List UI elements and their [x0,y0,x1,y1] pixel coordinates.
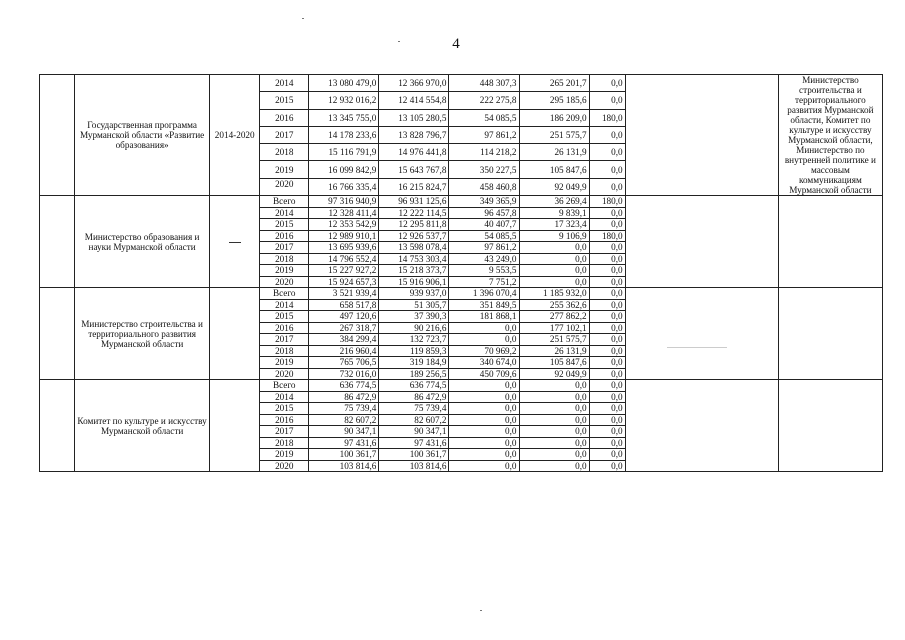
value-cell: 13 345 755,0 [309,109,379,126]
value-cell: 0,0 [519,265,589,277]
year-cell: 2015 [260,92,309,109]
value-cell: 90 347,1 [309,426,379,438]
value-cell: 13 598 078,4 [379,242,449,254]
value-cell: 86 472,9 [309,391,379,403]
value-cell: 0,0 [589,144,625,161]
value-cell: 0,0 [589,207,625,219]
value-cell: 0,0 [589,126,625,143]
value-cell: 0,0 [449,334,519,346]
year-cell: 2017 [260,334,309,346]
value-cell: 0,0 [589,92,625,109]
period-dash [229,242,241,243]
value-cell: 0,0 [589,414,625,426]
value-cell: 0,0 [449,380,519,392]
value-cell: 103 814,6 [379,460,449,472]
year-cell: 2014 [260,391,309,403]
value-cell: 12 989 910,1 [309,230,379,242]
value-cell: 16 099 842,9 [309,161,379,178]
value-cell: 0,0 [519,426,589,438]
value-cell: 384 299,4 [309,334,379,346]
value-cell: 0,0 [589,161,625,178]
executor-cell [778,380,882,472]
value-cell: 86 472,9 [379,391,449,403]
value-cell: 251 575,7 [519,126,589,143]
value-cell: 97 316 940,9 [309,196,379,208]
value-cell: 0,0 [449,437,519,449]
value-cell: 37 390,3 [379,311,449,323]
value-cell: 0,0 [519,449,589,461]
program-name-cell: Государственная программа Мурманской области «Развитие образования» [75,75,210,196]
year-cell: 2014 [260,207,309,219]
value-cell: 12 353 542,9 [309,219,379,231]
value-cell: 96 931 125,6 [379,196,449,208]
value-cell: 0,0 [519,414,589,426]
value-cell: 458 460,8 [449,178,519,195]
spacer-cell [625,380,778,472]
year-cell: 2014 [260,299,309,311]
value-cell: 12 414 554,8 [379,92,449,109]
value-cell: 15 218 373,7 [379,265,449,277]
value-cell: 16 766 335,4 [309,178,379,195]
year-cell: 2018 [260,253,309,265]
value-cell: 14 976 441,8 [379,144,449,161]
year-cell: 2019 [260,265,309,277]
value-cell: 0,0 [449,460,519,472]
value-cell: 0,0 [589,391,625,403]
value-cell: 732 016,0 [309,368,379,380]
value-cell: 54 085,5 [449,109,519,126]
value-cell: 0,0 [449,414,519,426]
value-cell: 216 960,4 [309,345,379,357]
value-cell: 15 116 791,9 [309,144,379,161]
value-cell: 0,0 [519,242,589,254]
value-cell: 0,0 [519,391,589,403]
value-cell: 0,0 [589,265,625,277]
budget-table [39,74,883,472]
year-cell: 2020 [260,276,309,288]
value-cell: 15 924 657,3 [309,276,379,288]
value-cell: 132 723,7 [379,334,449,346]
value-cell: 51 305,7 [379,299,449,311]
year-cell: 2016 [260,322,309,334]
value-cell: 26 131,9 [519,345,589,357]
period-cell [210,288,260,380]
spacer-cell [625,196,778,288]
value-cell: 92 049,9 [519,178,589,195]
value-cell: 636 774,5 [309,380,379,392]
year-cell: Всего [260,288,309,300]
value-cell: 100 361,7 [379,449,449,461]
value-cell: 12 932 016,2 [309,92,379,109]
row-number-cell [40,75,75,196]
value-cell: 13 828 796,7 [379,126,449,143]
value-cell: 9 553,5 [449,265,519,277]
scan-speck [480,610,482,611]
value-cell: 450 709,6 [449,368,519,380]
value-cell: 75 739,4 [309,403,379,415]
value-cell: 0,0 [519,380,589,392]
value-cell: 17 323,4 [519,219,589,231]
value-cell: 119 859,3 [379,345,449,357]
value-cell: 189 256,5 [379,368,449,380]
value-cell: 96 457,8 [449,207,519,219]
value-cell: 0,0 [589,460,625,472]
value-cell: 97 431,6 [379,437,449,449]
value-cell: 0,0 [589,345,625,357]
value-cell: 12 366 970,0 [379,75,449,92]
row-number-cell [40,288,75,380]
period-cell [210,196,260,288]
value-cell: 0,0 [519,437,589,449]
value-cell: 349 365,9 [449,196,519,208]
value-cell: 0,0 [449,403,519,415]
value-cell: 0,0 [589,403,625,415]
value-cell: 82 607,2 [309,414,379,426]
year-cell: 2018 [260,437,309,449]
page-number: 4 [452,36,460,52]
value-cell: 70 969,2 [449,345,519,357]
value-cell: 0,0 [589,299,625,311]
value-cell: 12 222 114,5 [379,207,449,219]
scan-speck [398,41,400,42]
program-name-cell: Министерство образования и науки Мурманской области [75,196,210,288]
year-cell: 2019 [260,449,309,461]
program-name-cell: Министерство строительства и территориального развития Мурманской области [75,288,210,380]
value-cell: 114 218,2 [449,144,519,161]
value-cell: 0,0 [449,449,519,461]
value-cell: 0,0 [589,75,625,92]
value-cell: 1 185 932,0 [519,288,589,300]
value-cell: 15 916 906,1 [379,276,449,288]
value-cell: 0,0 [449,391,519,403]
value-cell: 636 774,5 [379,380,449,392]
value-cell: 0,0 [519,276,589,288]
year-cell: 2018 [260,345,309,357]
table-row [40,75,883,92]
year-cell: 2018 [260,144,309,161]
value-cell: 40 407,7 [449,219,519,231]
year-cell: 2017 [260,126,309,143]
value-cell: 277 862,2 [519,311,589,323]
value-cell: 222 275,8 [449,92,519,109]
value-cell: 0,0 [589,426,625,438]
value-cell: 54 085,5 [449,230,519,242]
value-cell: 0,0 [589,380,625,392]
value-cell: 351 849,5 [449,299,519,311]
value-cell: 12 295 811,8 [379,219,449,231]
value-cell: 0,0 [519,460,589,472]
value-cell: 92 049,9 [519,368,589,380]
period-cell: 2014-2020 [210,75,260,196]
year-cell: Всего [260,380,309,392]
value-cell: 0,0 [589,334,625,346]
scan-speck [667,347,727,348]
value-cell: 12 926 537,7 [379,230,449,242]
scan-speck [302,18,304,19]
value-cell: 0,0 [589,368,625,380]
value-cell: 180,0 [589,109,625,126]
value-cell: 0,0 [589,322,625,334]
year-cell: Всего [260,196,309,208]
value-cell: 0,0 [589,311,625,323]
value-cell: 295 185,6 [519,92,589,109]
table-row [40,380,883,392]
value-cell: 90 216,6 [379,322,449,334]
value-cell: 90 347,1 [379,426,449,438]
year-cell: 2017 [260,242,309,254]
value-cell: 13 105 280,5 [379,109,449,126]
value-cell: 13 080 479,0 [309,75,379,92]
value-cell: 497 120,6 [309,311,379,323]
value-cell: 448 307,3 [449,75,519,92]
value-cell: 0,0 [589,253,625,265]
value-cell: 0,0 [519,253,589,265]
value-cell: 186 209,0 [519,109,589,126]
period-cell [210,380,260,472]
value-cell: 9 839,1 [519,207,589,219]
value-cell: 0,0 [449,322,519,334]
value-cell: 97 861,2 [449,126,519,143]
value-cell: 350 227,5 [449,161,519,178]
value-cell: 0,0 [449,426,519,438]
year-cell: 2016 [260,109,309,126]
program-name-cell: Комитет по культуре и искусству Мурманской области [75,380,210,472]
value-cell: 0,0 [589,178,625,195]
year-cell: 2017 [260,426,309,438]
value-cell: 0,0 [589,219,625,231]
value-cell: 97 431,6 [309,437,379,449]
year-cell: 2020 [260,368,309,380]
value-cell: 177 102,1 [519,322,589,334]
row-number-cell [40,380,75,472]
executor-cell [778,288,882,380]
value-cell: 0,0 [589,357,625,369]
value-cell: 15 227 927,2 [309,265,379,277]
year-cell: 2016 [260,230,309,242]
spacer-cell [625,75,778,196]
value-cell: 251 575,7 [519,334,589,346]
value-cell: 97 861,2 [449,242,519,254]
value-cell: 340 674,0 [449,357,519,369]
value-cell: 0,0 [589,288,625,300]
value-cell: 181 868,1 [449,311,519,323]
value-cell: 100 361,7 [309,449,379,461]
value-cell: 36 269,4 [519,196,589,208]
value-cell: 765 706,5 [309,357,379,369]
year-cell: 2015 [260,311,309,323]
value-cell: 105 847,6 [519,357,589,369]
value-cell: 1 396 070,4 [449,288,519,300]
value-cell: 75 739,4 [379,403,449,415]
value-cell: 7 751,2 [449,276,519,288]
year-cell: 2016 [260,414,309,426]
value-cell: 265 201,7 [519,75,589,92]
value-cell: 939 937,0 [379,288,449,300]
value-cell: 0,0 [519,403,589,415]
value-cell: 0,0 [589,242,625,254]
executor-cell: Министерство строительства и территориального развития Мурманской области, Комитет по культуре и искусству Мурманской области, Министерство по внутренней политике и массовым коммуникациям Мурманской области [778,75,882,196]
value-cell: 12 328 411,4 [309,207,379,219]
value-cell: 82 607,2 [379,414,449,426]
value-cell: 255 362,6 [519,299,589,311]
year-cell: 2015 [260,403,309,415]
value-cell: 103 814,6 [309,460,379,472]
table-row [40,288,883,300]
value-cell: 267 318,7 [309,322,379,334]
value-cell: 319 184,9 [379,357,449,369]
year-cell: 2015 [260,219,309,231]
executor-cell [778,196,882,288]
value-cell: 658 517,8 [309,299,379,311]
value-cell: 15 643 767,8 [379,161,449,178]
value-cell: 105 847,6 [519,161,589,178]
value-cell: 180,0 [589,196,625,208]
value-cell: 0,0 [589,276,625,288]
row-number-cell [40,196,75,288]
year-cell: 2014 [260,75,309,92]
value-cell: 0,0 [589,437,625,449]
value-cell: 16 215 824,7 [379,178,449,195]
value-cell: 0,0 [589,449,625,461]
year-cell: 2020 [260,460,309,472]
value-cell: 9 106,9 [519,230,589,242]
year-cell: 2019 [260,161,309,178]
year-cell: 2020 [260,178,309,195]
spacer-cell [625,288,778,380]
value-cell: 14 753 303,4 [379,253,449,265]
table-row [40,196,883,208]
value-cell: 14 796 552,4 [309,253,379,265]
value-cell: 43 249,0 [449,253,519,265]
value-cell: 14 178 233,6 [309,126,379,143]
value-cell: 3 521 939,4 [309,288,379,300]
year-cell: 2019 [260,357,309,369]
value-cell: 13 695 939,6 [309,242,379,254]
value-cell: 180,0 [589,230,625,242]
value-cell: 26 131,9 [519,144,589,161]
